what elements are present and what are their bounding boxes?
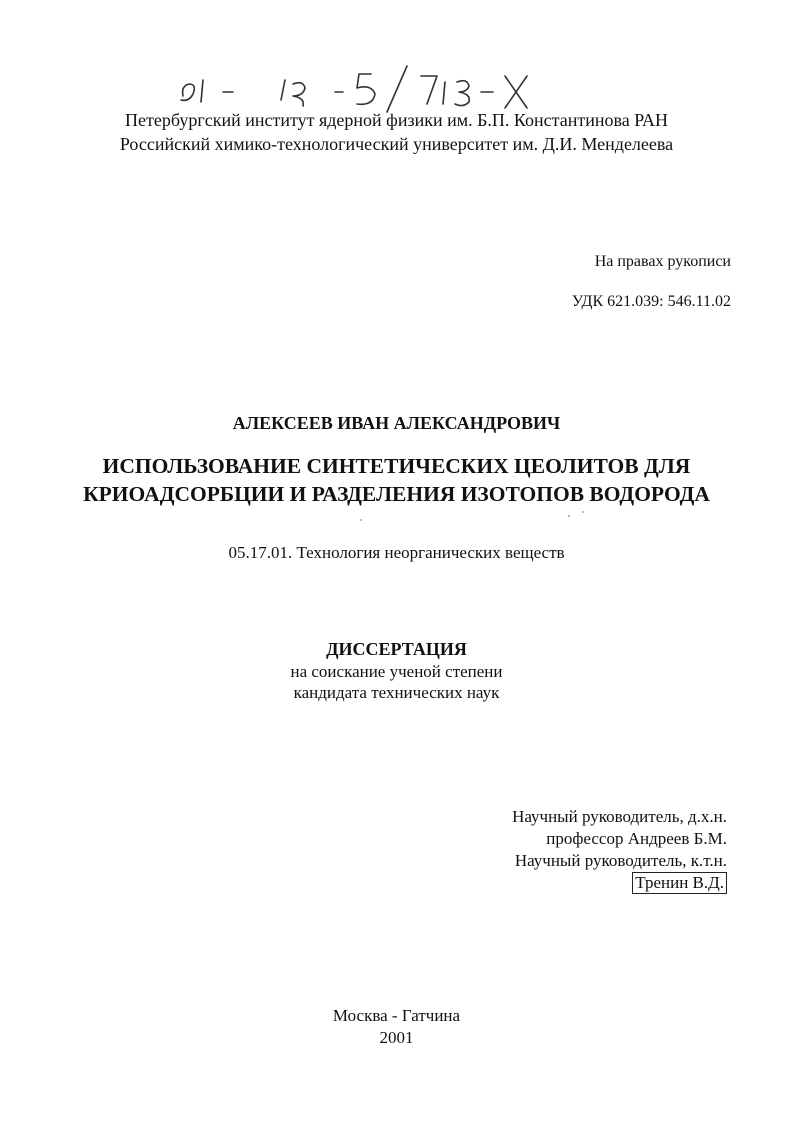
title-line-2: КРИОАДСОРБЦИИ И РАЗДЕЛЕНИЯ ИЗОТОПОВ ВОДОРОДА [83,482,710,506]
supervisor-name-2: Тренин В.Д. [632,872,727,894]
handwritten-code-text: 61-18 5/713-X [175,62,181,63]
year: 2001 [379,1028,414,1047]
institution-name-2: Российский химико-технологический университет им. Д.И. Менделеева [119,134,674,154]
institution-name-1: Петербургский институт ядерной физики им. Б.П. Константинова РАН [125,110,668,130]
supervisor-label-2: Научный руководитель, к.т.н. [514,851,727,870]
handwritten-archive-code [175,62,575,114]
scan-speck [568,515,570,517]
dissertation-heading: ДИССЕРТАЦИЯ [326,639,467,659]
udk-code: УДК 621.039: 546.11.02 [571,293,731,310]
supervisor-name-1: профессор Андреев Б.М. [546,829,727,848]
degree-line-1: на соискание ученой степени [290,662,503,681]
author-name: АЛЕКСЕЕВ ИВАН АЛЕКСАНДРОВИЧ [232,413,561,433]
dissertation-block [0,637,793,703]
city: Москва - Гатчина [332,1006,461,1025]
dissertation-title [0,452,793,508]
degree-line-2: кандидата технических наук [293,683,500,702]
scan-speck [360,519,362,521]
specialty-code: 05.17.01. Технология неорганических веществ [228,543,565,562]
title-line-1: ИСПОЛЬЗОВАНИЕ СИНТЕТИЧЕСКИХ ЦЕОЛИТОВ ДЛЯ [102,454,691,478]
place-and-year [0,1005,793,1049]
scan-speck [582,511,584,513]
supervisors-block [512,806,727,894]
manuscript-rights-note: На правах рукописи [594,253,731,270]
supervisor-label-1: Научный руководитель, д.х.н. [512,807,727,826]
institutions-block [0,108,793,156]
